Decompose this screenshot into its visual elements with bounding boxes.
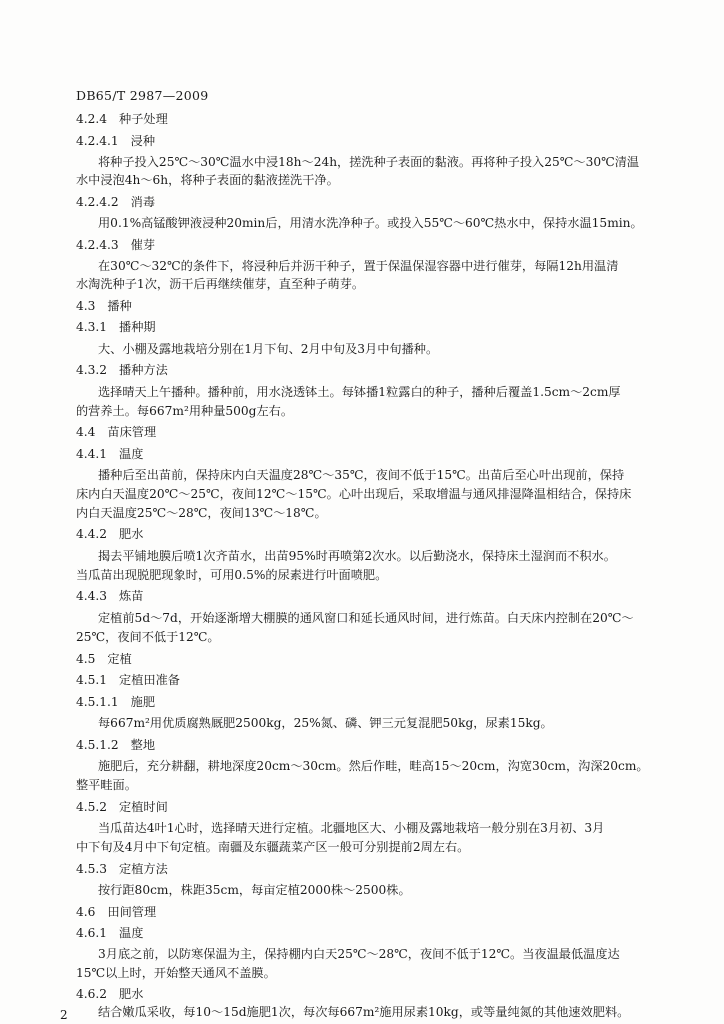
- section-heading: 4.3 播种: [76, 299, 132, 313]
- section-heading: 4.5.1.1 施肥: [76, 695, 156, 709]
- paragraph-line: 用0.1%高锰酸钾液浸种20min后，用清水洗净种子。或投入55℃～60℃热水中，保持水温15min。: [98, 216, 643, 230]
- paragraph-line: 施肥后，充分耕翻，耕地深度20cm～30cm。然后作畦，畦高15～20cm，沟宽30cm，沟深20cm。: [98, 759, 649, 773]
- paragraph-line: 水淘洗种子1次，沥干后再继续催芽，直至种子萌芽。: [76, 277, 365, 291]
- section-heading: 4.6.1 温度: [76, 926, 144, 940]
- section-heading: 4.5 定植: [76, 652, 132, 666]
- paragraph-line: 当瓜苗出现脱肥现象时，可用0.5%的尿素进行叶面喷肥。: [76, 568, 388, 582]
- document-header: DB65/T 2987—2009: [76, 88, 209, 103]
- paragraph-line: 的营养土。每667m²用种量500g左右。: [76, 404, 294, 418]
- paragraph-line: 每667m²用优质腐熟厩肥2500kg，25%氮、磷、钾三元复混肥50kg，尿素15kg。: [98, 716, 553, 730]
- section-heading: 4.5.2 定植时间: [76, 800, 168, 814]
- paragraph-line: 将种子投入25℃～30℃温水中浸18h～24h，搓洗种子表面的黏液。再将种子投入25℃～30℃清温: [98, 155, 640, 169]
- paragraph-line: 定植前5d～7d，开始逐渐增大棚膜的通风窗口和延长通风时间，进行炼苗。白天床内控制在20℃～: [98, 611, 634, 625]
- paragraph-line: 选择晴天上午播种。播种前，用水浇透钵土。每钵播1粒露白的种子，播种后覆盖1.5cm～2cm厚: [98, 385, 621, 399]
- paragraph-line: 播种后至出苗前，保持床内白天温度28℃～35℃，夜间不低于15℃。出苗后至心叶出现前，保持: [98, 468, 625, 482]
- paragraph-line: 床内白天温度20℃～25℃，夜间12℃～15℃。心叶出现后，采取增温与通风排湿降温相结合，保持床: [76, 487, 632, 501]
- paragraph-line: 当瓜苗达4叶1心时，选择晴天进行定植。北疆地区大、小棚及露地栽培一般分别在3月初、3月: [98, 821, 605, 835]
- section-heading: 4.5.3 定植方法: [76, 862, 168, 876]
- paragraph-line: 整平畦面。: [76, 778, 137, 792]
- section-heading: 4.4.2 肥水: [76, 527, 144, 541]
- section-heading: 4.2.4.2 消毒: [76, 195, 156, 209]
- paragraph-line: 结合嫩瓜采收，每10～15d施肥1次，每次每667m²施用尿素10kg，或等量纯氮的其他速效肥料。: [98, 1005, 630, 1019]
- page-number: 2: [60, 1008, 68, 1022]
- paragraph-line: 内白天温度25℃～28℃，夜间13℃～18℃。: [76, 506, 327, 520]
- section-heading: 4.4.1 温度: [76, 447, 144, 461]
- section-heading: 4.3.1 播种期: [76, 320, 156, 334]
- section-heading: 4.4 苗床管理: [76, 425, 157, 439]
- section-heading: 4.5.1.2 整地: [76, 738, 156, 752]
- section-heading: 4.4.3 炼苗: [76, 589, 144, 603]
- paragraph-line: 中下旬及4月中下旬定植。南疆及东疆蔬菜产区一般可分别提前2周左右。: [76, 840, 470, 854]
- section-heading: 4.5.1 定植田准备: [76, 673, 180, 687]
- section-heading: 4.2.4 种子处理: [76, 112, 168, 126]
- paragraph-line: 在30℃～32℃的条件下，将浸种后并沥干种子，置于保温保湿容器中进行催芽，每隔12h用温清: [98, 259, 619, 273]
- section-heading: 4.6 田间管理: [76, 905, 157, 919]
- paragraph-line: 水中浸泡4h～6h，将种子表面的黏液搓洗干净。: [76, 173, 339, 187]
- section-heading: 4.6.2 肥水: [76, 987, 144, 1001]
- paragraph-line: 按行距80cm，株距35cm，每亩定植2000株～2500株。: [98, 883, 411, 897]
- paragraph-line: 大、小棚及露地栽培分别在1月下旬、2月中旬及3月中旬播种。: [98, 342, 439, 356]
- paragraph-line: 揭去平铺地膜后喷1次齐苗水，出苗95%时再喷第2次水。以后勤浇水，保持床土湿润而不积水。: [98, 549, 616, 563]
- paragraph-line: 3月底之前，以防寒保温为主，保持棚内白天25℃～28℃，夜间不低于12℃。当夜温最低温度达: [98, 947, 620, 961]
- paragraph-line: 15℃以上时，开始整天通风不盖膜。: [76, 966, 276, 980]
- paragraph-line: 25℃，夜间不低于12℃。: [76, 630, 220, 644]
- section-heading: 4.2.4.3 催芽: [76, 238, 156, 252]
- section-heading: 4.3.2 播种方法: [76, 363, 168, 377]
- section-heading: 4.2.4.1 浸种: [76, 134, 156, 148]
